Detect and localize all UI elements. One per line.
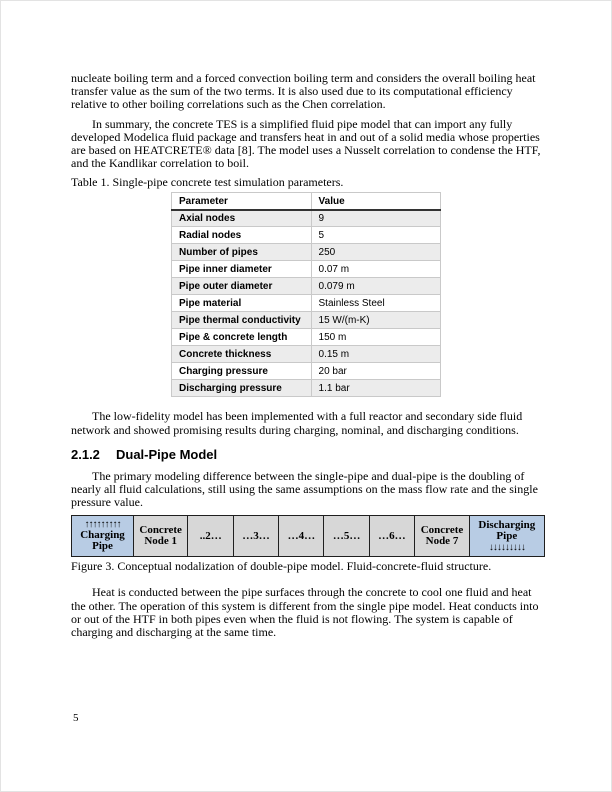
- discharging-label-line1: Discharging: [478, 518, 536, 531]
- value-cell: 15 W/(m-K): [311, 312, 440, 329]
- concrete-node-7-box: [414, 515, 470, 557]
- node1-label-line2: Node 1: [144, 535, 178, 548]
- charging-label-line2: Pipe: [92, 540, 113, 553]
- concrete-node-4-box: [278, 515, 325, 557]
- paragraph-low-fidelity: The low-fidelity model has been implemented with a full reactor and secondary side fluid network and showed promising results during charging, nominal, and discharging conditions.: [71, 409, 523, 437]
- figure-3-diagram: [71, 515, 545, 557]
- table-row: [172, 244, 441, 261]
- value-cell: 9: [311, 210, 440, 227]
- table-row: [172, 210, 441, 227]
- node1-label-line1: Concrete: [139, 523, 182, 536]
- table-row: [172, 346, 441, 363]
- value-cell: 150 m: [311, 329, 440, 346]
- param-cell: Pipe inner diameter: [172, 261, 312, 278]
- value-cell: 20 bar: [311, 363, 440, 380]
- param-cell: Pipe & concrete length: [172, 329, 312, 346]
- param-cell: Concrete thickness: [172, 346, 312, 363]
- table-row: [172, 295, 441, 312]
- paragraph-heat-conduction: Heat is conducted between the pipe surfaces through the concrete to cool one fluid and heat the other. The operation of this system is different from the single pipe model. Heat conducts into or out of the HTF in both pipes even when the fluid is not flowing. The system is capable of charging and discharging at the same time.: [71, 585, 539, 640]
- column-header-parameter: Parameter: [172, 193, 312, 210]
- charging-pipe-box: [71, 515, 134, 557]
- value-cell: 1.1 bar: [311, 380, 440, 397]
- param-cell: Charging pressure: [172, 363, 312, 380]
- table-header-row: [172, 193, 441, 210]
- discharging-pipe-box: [469, 515, 545, 557]
- page-content: [71, 72, 545, 645]
- value-cell: 250: [311, 244, 440, 261]
- paragraph-modeling-difference: The primary modeling difference between the single-pipe and dual-pipe is the doubling of nearly all fluid calculations, still using the same assumptions on the mass flow rate and the single pressure value.: [71, 468, 538, 510]
- param-cell: Discharging pressure: [172, 380, 312, 397]
- node3-label: …3…: [242, 529, 270, 542]
- value-cell: 0.07 m: [311, 261, 440, 278]
- value-cell: 0.079 m: [311, 278, 440, 295]
- simulation-parameters-table: [171, 192, 441, 397]
- table-row: [172, 363, 441, 380]
- section-heading-2-1-2: [71, 447, 545, 462]
- concrete-node-6-box: [369, 515, 416, 557]
- down-arrows-icon: ↓↓↓↓↓↓↓↓↓: [488, 541, 525, 553]
- param-cell: Pipe thermal conductivity: [172, 312, 312, 329]
- column-header-value: Value: [311, 193, 440, 210]
- node4-label: …4…: [287, 529, 316, 542]
- concrete-node-2-box: [187, 515, 234, 557]
- discharging-label-line2: Pipe: [496, 530, 518, 543]
- charging-label-line1: Charging: [80, 528, 125, 541]
- node2-label: ..2…: [199, 529, 222, 542]
- page-number: 5: [73, 712, 79, 724]
- paragraph-summary-tes: In summary, the concrete TES is a simplified fluid pipe model that can import any fully developed Modelica fluid package and transfers heat in and out of a solid media whose properties are based on HEATCRETE® data [8]. The model uses a Nusselt correlation to condense the HTF, and the Kandlikar correlation to boil.: [71, 116, 541, 171]
- table-row: [172, 278, 441, 295]
- paragraph-boiling-term: nucleate boiling term and a forced convection boiling term and considers the overall boiling heat transfer value as the sum of the two terms. It is also used due to its computational efficiency relative to other boiling correlations such as the Chen correlation.: [71, 71, 536, 112]
- param-cell: Radial nodes: [172, 227, 312, 244]
- param-cell: Pipe outer diameter: [172, 278, 312, 295]
- node7-label-line2: Node 7: [425, 535, 459, 548]
- section-title: Dual-Pipe Model: [116, 446, 218, 462]
- table-row: [172, 312, 441, 329]
- concrete-node-5-box: [323, 515, 370, 557]
- table-row: [172, 261, 441, 278]
- concrete-node-1-box: [133, 515, 189, 557]
- node5-label: …5…: [332, 529, 361, 542]
- value-cell: 0.15 m: [311, 346, 440, 363]
- concrete-node-3-box: [233, 515, 280, 557]
- param-cell: Axial nodes: [172, 210, 312, 227]
- value-cell: Stainless Steel: [311, 295, 440, 312]
- table-row: [172, 227, 441, 244]
- table-header: [172, 193, 441, 210]
- table-1-caption: Table 1. Single-pipe concrete test simulation parameters.: [71, 175, 344, 190]
- section-number: 2.1.2: [71, 446, 100, 462]
- up-arrows-icon: ↑↑↑↑↑↑↑↑↑: [84, 518, 121, 530]
- node7-label-line1: Concrete: [420, 523, 464, 536]
- table-row: [172, 380, 441, 397]
- node6-label: …6…: [378, 529, 406, 542]
- param-cell: Pipe material: [172, 295, 312, 312]
- value-cell: 5: [311, 227, 440, 244]
- table-row: [172, 329, 441, 346]
- figure-3-caption: Figure 3. Conceptual nodalization of double-pipe model. Fluid-concrete-fluid structure.: [71, 559, 492, 574]
- param-cell: Number of pipes: [172, 244, 312, 261]
